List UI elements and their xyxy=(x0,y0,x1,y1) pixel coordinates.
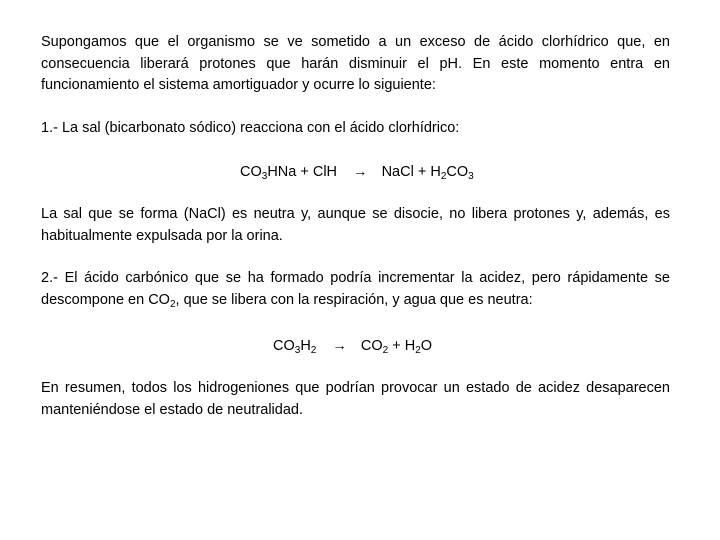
eq2-reactant-co: CO xyxy=(273,338,295,354)
step2-text-b: , que se libera con la respiración, y agua que es neutra: xyxy=(175,291,533,308)
eq2-product-o: O xyxy=(420,338,433,354)
eq1-product-h-sub: 2 xyxy=(440,171,447,182)
intro-paragraph: Supongamos que el organismo se ve sometido a un exceso de ácido clorhídrico que, en consecuencia liberará protones que harán disminuir el pH. En este momento entra en funcionamiento el sistema amortiguador y ocurre lo siguiente: xyxy=(41,34,670,93)
eq1-product-co-sub: 3 xyxy=(468,171,474,182)
summary-paragraph: En resumen, todos los hidrogeniones que podrían provocar un estado de acidez desaparecen manteniéndose el estado de neutralidad. xyxy=(41,380,670,418)
eq1-reactant-co: CO xyxy=(240,164,262,180)
eq1-reactant-sub: 3 xyxy=(261,171,268,182)
eq2-arrow-icon: → xyxy=(332,338,347,354)
equation-decomposition xyxy=(273,336,432,358)
eq1-product-co: CO xyxy=(446,164,469,180)
eq2-product-co-sub: 2 xyxy=(382,345,389,356)
step2-co2-sub: 2 xyxy=(169,298,176,310)
eq1-arrow-icon: → xyxy=(353,164,368,180)
salt-note-paragraph: La sal que se forma (NaCl) es neutra y, aunque se disocie, no libera protones y, además, es habitualmente expulsada por la orina. xyxy=(41,206,670,244)
eq2-reactant-h-sub: 2 xyxy=(310,345,317,356)
eq2-product-h: + H xyxy=(388,338,416,354)
eq1-reactant-rest: HNa + ClH xyxy=(267,164,338,180)
eq1-product-nacl: NaCl + H xyxy=(381,164,441,180)
step2-text-a: 2.- El ácido carbónico que se ha formado podría incrementar la acidez, pero rápidamente se descompone en CO xyxy=(41,270,670,308)
step1-paragraph: 1.- La sal (bicarbonato sódico) reacciona con el ácido clorhídrico: xyxy=(41,120,460,136)
eq2-product-co: CO xyxy=(360,338,383,354)
eq2-product-h-sub: 2 xyxy=(415,345,421,356)
eq2-reactant-sub: 3 xyxy=(294,345,301,356)
equation-neutralization xyxy=(240,162,474,184)
step2-paragraph xyxy=(41,268,670,311)
eq2-reactant-h: H xyxy=(300,338,311,354)
